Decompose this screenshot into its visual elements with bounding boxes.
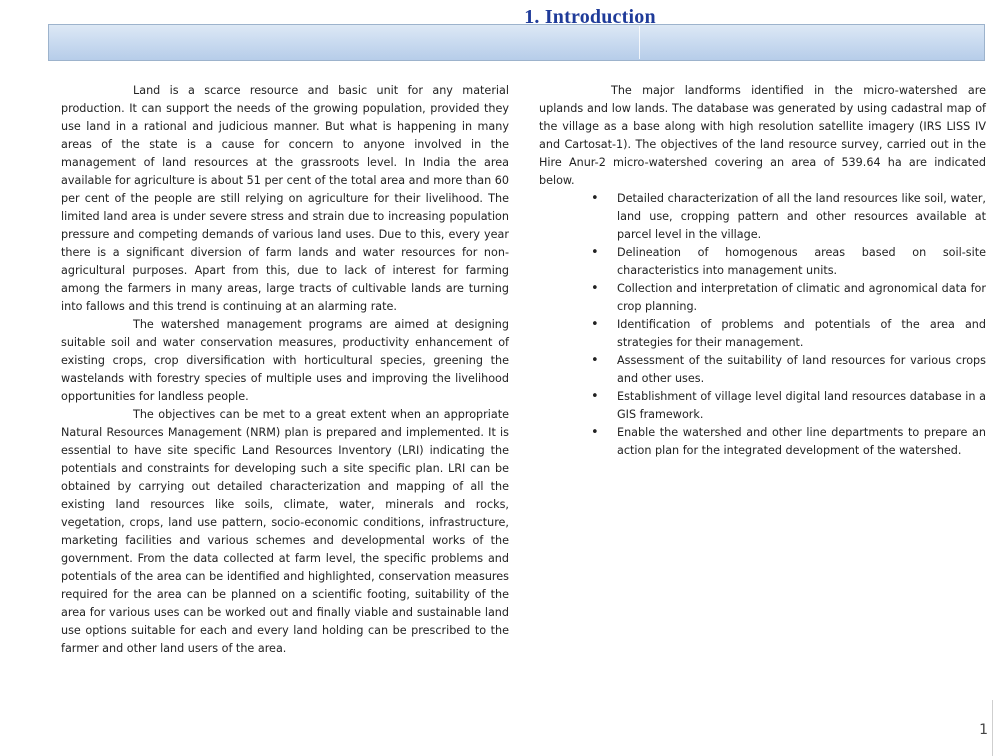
page-number: 1 [979,722,988,738]
section-header-bar [48,24,985,61]
paragraph-landforms: The major landforms identified in the micro-watershed are uplands and low lands. The database was generated by using cadastral map of the village as a base along with high resolution satellite imagery (IRS LISS IV and Cartosat-1). The objectives of the land resource survey, carried out in the Hire Anur-2 micro-watershed covering an area of 539.64 ha are indicated below. [539,84,986,187]
header-divider [639,26,640,59]
page-edge-line [992,700,993,756]
paragraph-watershed-programs: The watershed management programs are aimed at designing suitable soil and water conservation measures, productivity enhancement of existing crops, crop diversification with horticultural species, greening the wastelands with forestry species of multiple uses and improving the livelihood opportunities for landless people. [61,318,509,403]
list-item: • Identification of problems and potentials of the area and strategies for their management. [539,316,986,352]
paragraph-objectives-nrm: The objectives can be met to a great extent when an appropriate Natural Resources Management (NRM) plan is prepared and implemented. It is essential to have site specific Land Resources Inventory (LRI) indicating the potentials and constraints for developing such a site specific plan. LRI can be obtained by carrying out detailed characterization and mapping of all the existing land resources like soils, climate, water, minerals and rocks, vegetation, crops, land use pattern, socio-economic conditions, infrastructure, marketing facilities and various schemes and developmental works of the government. From the data collected at farm level, the specific problems and potentials of the area can be identified and highlighted, conservation measures required for the area can be planned on a scientific footing, suitability of the area for various uses can be worked out and finally viable and sustainable land use options suitable for each and every land holding can be prescribed to the farmer and other land users of the area. [61,408,509,655]
list-item: • Assessment of the suitability of land resources for various crops and other uses. [539,352,986,388]
right-text-column [539,82,986,460]
list-item: • Establishment of village level digital land resources database in a GIS framework. [539,388,986,424]
left-text-column [61,82,509,658]
list-item: • Delineation of homogenous areas based on soil-site characteristics into management units. [539,244,986,280]
section-title: 1. Introduction [524,6,656,28]
list-item: • Detailed characterization of all the land resources like soil, water, land use, cropping pattern and other resources available at parcel level in the village. [539,190,986,244]
list-item: • Collection and interpretation of climatic and agronomical data for crop planning. [539,280,986,316]
list-item: • Enable the watershed and other line departments to prepare an action plan for the integrated development of the watershed. [539,424,986,460]
paragraph-land-resource: Land is a scarce resource and basic unit for any material production. It can support the needs of the growing population, provided they use land in a rational and judicious manner. But what is happening in many areas of the state is a cause for concern to anyone involved in the management of land resources at the grassroots level. In India the area available for agriculture is about 51 per cent of the total area and more than 60 per cent of the people are still relying on agriculture for their livelihood. The limited land area is under severe stress and strain due to increasing population pressure and competing demands of various land uses. Due to this, every year there is a significant diversion of farm lands and water resources for non-agricultural purposes. Apart from this, due to lack of interest for farming among the farmers in many areas, large tracts of cultivable lands are turning into fallows and this trend is continuing at an alarming rate. [61,84,509,313]
objectives-list [539,190,986,460]
